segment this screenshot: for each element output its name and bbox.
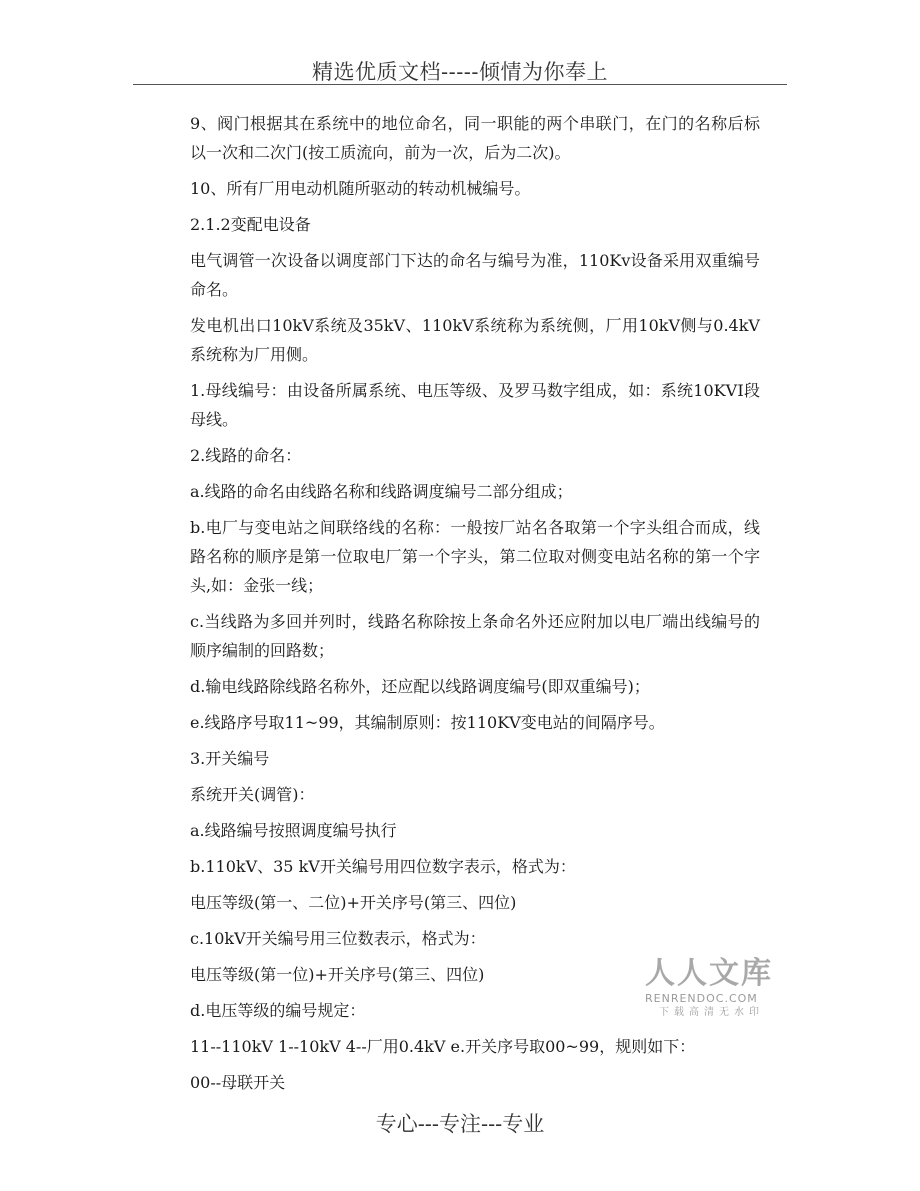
paragraph: a.线路的命名由线路名称和线路调度编号二部分组成； (190, 482, 573, 501)
paragraph: 2.线路的命名： (190, 446, 302, 465)
watermark-note: 下载高清无水印 (659, 1007, 764, 1018)
page-header: 精选优质文档-----倾情为你奉上 (312, 60, 608, 84)
paragraph: 00--母联开关 (190, 1073, 286, 1092)
paragraph: 11--110kV 1--10kV 4--厂用0.4kV e.开关序号取00~99，规则如下： (190, 1037, 696, 1056)
paragraph: a.线路编号按照调度编号执行 (190, 821, 397, 840)
paragraph: b.110kV、35 kV开关编号用四位数字表示，格式为： (190, 857, 576, 876)
paragraph: c.10kV开关编号用三位数表示，格式为： (190, 929, 486, 948)
paragraph: 1.母线编号：由设备所属系统、电压等级、及罗马数字组成，如：系统10KVⅠ段母线。 (190, 381, 760, 429)
paragraph: 9、阀门根据其在系统中的地位命名，同一职能的两个串联门，在门的名称后标以一次和二次门(按工质流向，前为一次，后为二次)。 (190, 114, 760, 162)
paragraph: c.当线路为多回并列时，线路名称除按上条命名外还应附加以电厂端出线编号的顺序编制的回路数； (190, 612, 760, 660)
paragraph: 电压等级(第一、二位)+开关序号(第三、四位) (190, 893, 517, 912)
watermark (645, 957, 773, 1019)
header-divider (133, 84, 787, 85)
watermark-site: RENRENDOC.COM (645, 992, 758, 1005)
document-body (190, 109, 760, 1104)
paragraph: b.电厂与变电站之间联络线的名称：一般按厂站名各取第一个字头组合而成，线路名称的顺序是第一位取电厂第一个字头，第二位取对侧变电站名称的第一个字头,如：金张一线； (190, 518, 760, 595)
paragraph: 电压等级(第一位)+开关序号(第三、四位) (190, 965, 485, 984)
section-heading: 2.1.2变配电设备 (190, 215, 311, 234)
watermark-logo: 人人文库 (645, 956, 773, 991)
paragraph: 10、所有厂用电动机随所驱动的转动机械编号。 (190, 179, 531, 198)
paragraph: 3.开关编号 (190, 749, 270, 768)
page-footer: 专心---专注---专业 (375, 1112, 545, 1136)
paragraph: d.输电线路除线路名称外，还应配以线路调度编号(即双重编号)； (190, 677, 650, 696)
paragraph: d.电压等级的编号规定： (190, 1001, 366, 1020)
paragraph: 电气调管一次设备以调度部门下达的命名与编号为准，110Kv设备采用双重编号命名。 (190, 251, 760, 299)
paragraph: e.线路序号取11~99，其编制原则：按110KV变电站的间隔序号。 (190, 713, 665, 732)
paragraph: 系统开关(调管)： (190, 785, 315, 804)
paragraph: 发电机出口10kV系统及35kV、110kV系统称为系统侧，厂用10kV侧与0.4kV系统称为厂用侧。 (190, 316, 760, 364)
